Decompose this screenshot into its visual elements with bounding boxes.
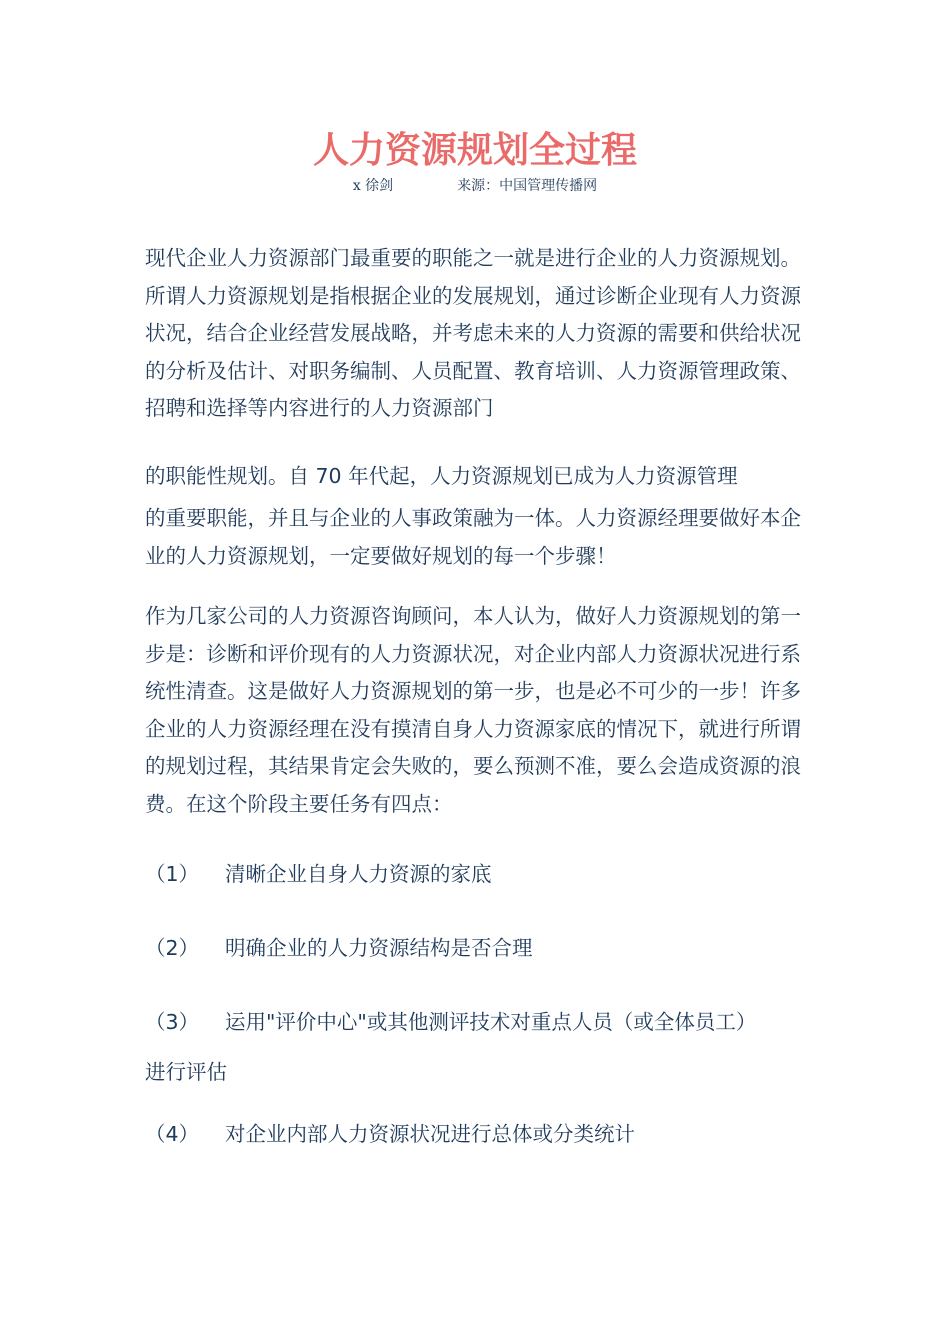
list-item-continuation: 进行评估 [145,1060,227,1084]
paragraph-history-line1: 的职能性规划。自 70 年代起，人力资源规划已成为人力资源管理 [145,464,738,488]
list-item [145,924,810,972]
list-item-number: （4） [145,1122,200,1146]
author: x 徐剑 [352,178,394,194]
list-item-number: （2） [145,936,200,960]
list-item [145,1110,810,1158]
paragraph-history-rest: 的重要职能，并且与企业的人事政策融为一体。人力资源经理要做好本企业的人力资源规划，一定要做好规划的每一个步骤！ [145,506,801,568]
list-item-number: （3） [145,1010,200,1034]
paragraph-first-step: 作为几家公司的人力资源咨询顾问，本人认为，做好人力资源规划的第一步是：诊断和评价现有的人力资源状况，对企业内部人力资源状况进行系统性清查。这是做好人力资源规划的第一步，也是必不可少的一步！许多企业的人力资源经理在没有摸清自身人力资源家底的情况下，就进行所谓的规划过程，其结果肯定会失败的，要么预测不准，要么会造成资源的浪费。在这个阶段主要任务有四点： [145,604,801,816]
document-title: 人力资源规划全过程 [312,129,637,171]
byline [0,176,950,196]
source: 来源：中国管理传播网 [457,178,598,194]
paragraph-history [145,452,810,575]
paragraph-intro: 现代企业人力资源部门最重要的职能之一就是进行企业的人力资源规划。所谓人力资源规划是指根据企业的发展规划，通过诊断企业现有人力资源状况，结合企业经营发展战略，并考虑未来的人力资源的需要和供给状况的分析及估计、对职务编制、人员配置、教育培训、人力资源管理政策、招聘和选择等内容进行的人力资源部门 [145,246,801,420]
list-item-text: 运用"评价中心"或其他测评技术对重点人员（或全体员工） [225,1010,757,1034]
list-item-text: 清晰企业自身人力资源的家底 [225,862,492,886]
list-item [145,998,810,1046]
list-item-text: 对企业内部人力资源状况进行总体或分类统计 [225,1122,635,1146]
list-item-text: 明确企业的人力资源结构是否合理 [225,936,533,960]
list-item-number: （1） [145,862,200,886]
list-item [145,850,810,898]
